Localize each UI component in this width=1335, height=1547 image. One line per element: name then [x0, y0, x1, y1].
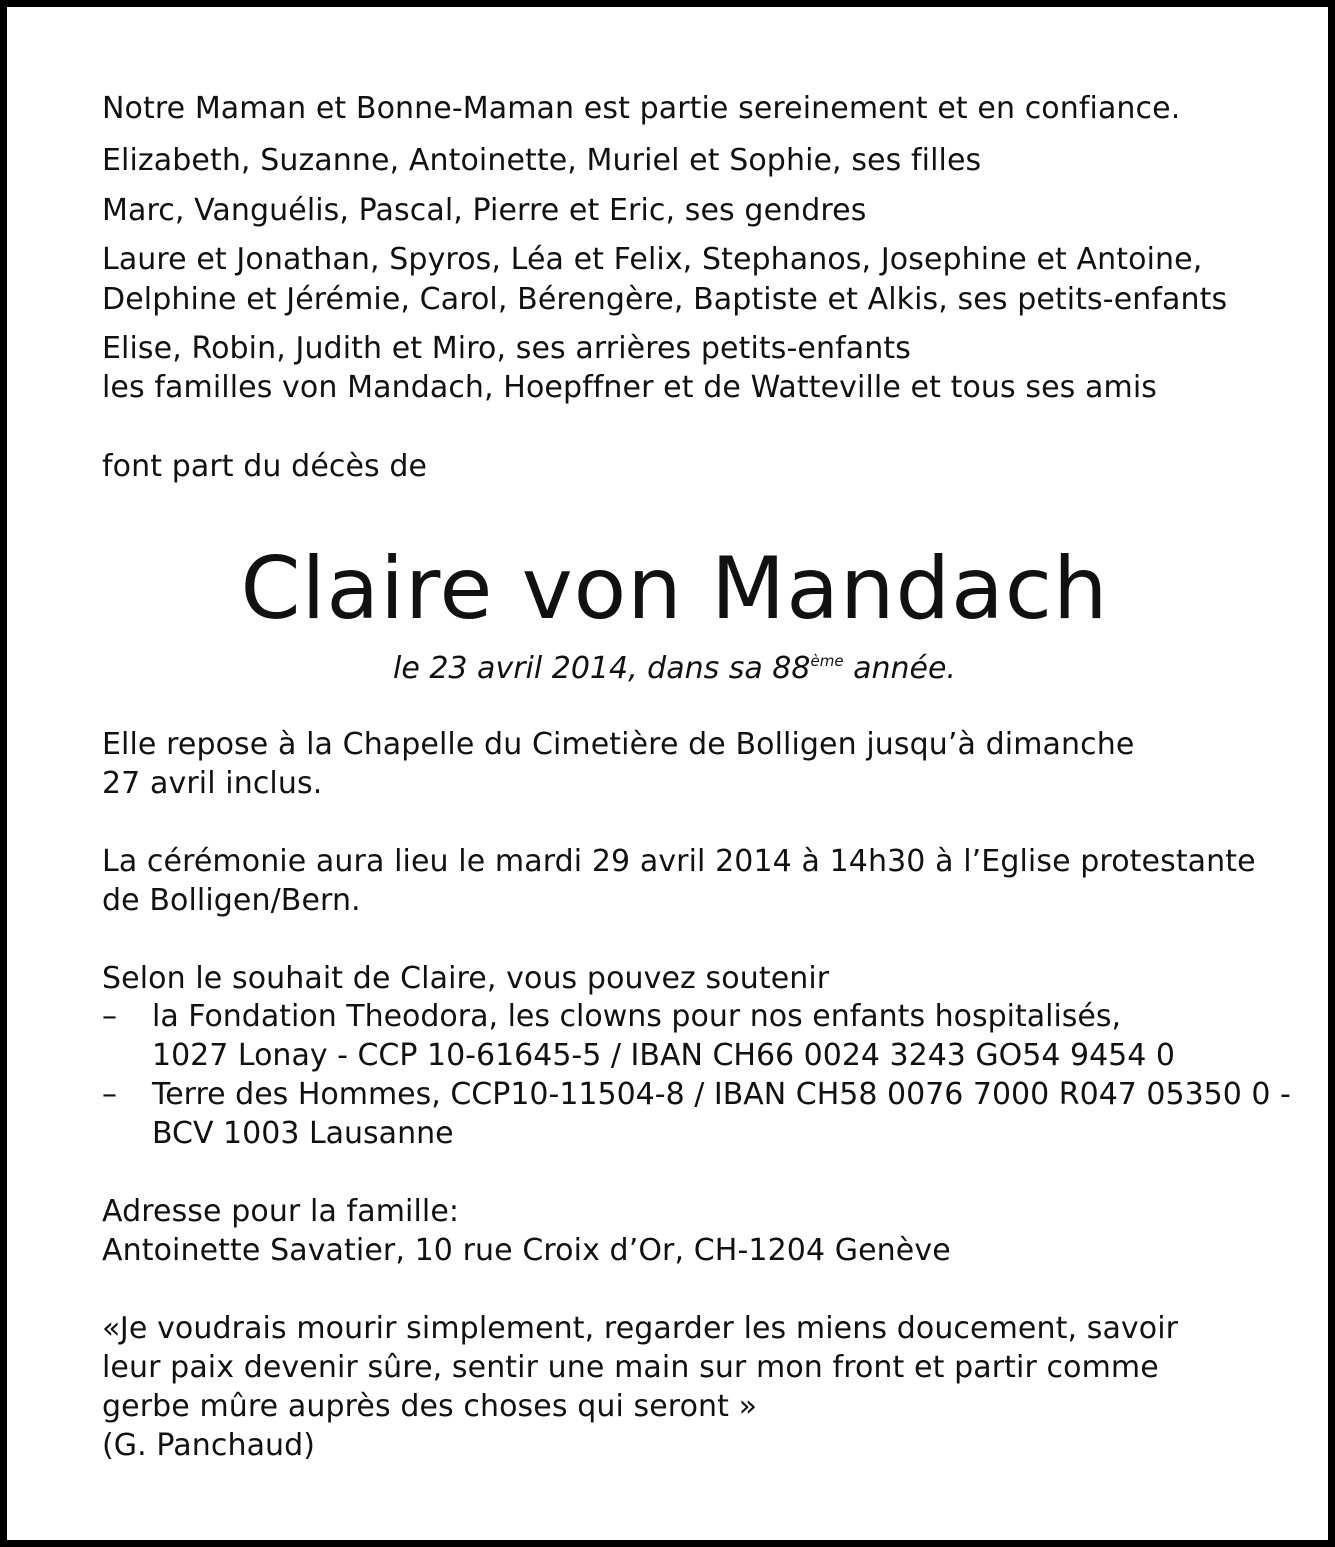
donation-item-line: Terre des Hommes, CCP10-11504-8 / IBAN CH58 0076 7000 R047 05350 0 -	[152, 1077, 1291, 1112]
death-date-line	[7, 649, 1335, 689]
quote-line-1: «Je voudrais mourir simplement, regarder les miens doucement, savoir	[102, 1311, 1179, 1346]
quote-line-3: gerbe mûre auprès des choses qui seront »	[102, 1389, 758, 1424]
list-dash: –	[102, 999, 117, 1034]
intro-line: Notre Maman et Bonne-Maman est partie sereinement et en confiance.	[102, 91, 1181, 126]
great-grandchildren-line: Elise, Robin, Judith et Miro, ses arrières petits-enfants	[102, 331, 911, 366]
donations-intro: Selon le souhait de Claire, vous pouvez soutenir	[102, 961, 830, 996]
death-date-text: le 23 avril 2014, dans sa 88	[393, 651, 811, 686]
daughters-line: Elizabeth, Suzanne, Antoinette, Muriel et Sophie, ses filles	[102, 143, 982, 178]
ceremony-line-1: La cérémonie aura lieu le mardi 29 avril 2014 à 14h30 à l’Eglise protestante	[102, 844, 1256, 879]
repose-line-2: 27 avril inclus.	[102, 766, 323, 801]
address-label: Adresse pour la famille:	[102, 1194, 460, 1229]
quote-author: (G. Panchaud)	[102, 1428, 316, 1463]
grandchildren-line-2: Delphine et Jérémie, Carol, Bérengère, Baptiste et Alkis, ses petits-enfants	[102, 282, 1228, 317]
death-date-end: année.	[843, 651, 956, 686]
deceased-name: Claire von Mandach	[240, 539, 1109, 639]
donation-item-line: BCV 1003 Lausanne	[152, 1116, 454, 1151]
address-value: Antoinette Savatier, 10 rue Croix d’Or, CH-1204 Genève	[102, 1233, 951, 1268]
ceremony-line-2: de Bolligen/Bern.	[102, 883, 361, 918]
repose-line-1: Elle repose à la Chapelle du Cimetière de Bolligen jusqu’à dimanche	[102, 727, 1135, 762]
announcement-line: font part du décès de	[102, 449, 428, 484]
quote-line-2: leur paix devenir sûre, sentir une main sur mon front et partir comme	[102, 1350, 1159, 1385]
sons-in-law-line: Marc, Vanguélis, Pascal, Pierre et Eric, ses gendres	[102, 193, 867, 228]
donation-item-line: 1027 Lonay - CCP 10-61645-5 / IBAN CH66 0024 3243 GO54 9454 0	[152, 1038, 1175, 1073]
grandchildren-line-1: Laure et Jonathan, Spyros, Léa et Felix, Stephanos, Josephine et Antoine,	[102, 242, 1203, 277]
families-line: les familles von Mandach, Hoepffner et de Watteville et tous ses amis	[102, 370, 1158, 405]
donation-item-line: la Fondation Theodora, les clowns pour nos enfants hospitalisés,	[152, 999, 1122, 1034]
list-dash: –	[102, 1077, 117, 1112]
ordinal-suffix: ème	[810, 652, 844, 670]
